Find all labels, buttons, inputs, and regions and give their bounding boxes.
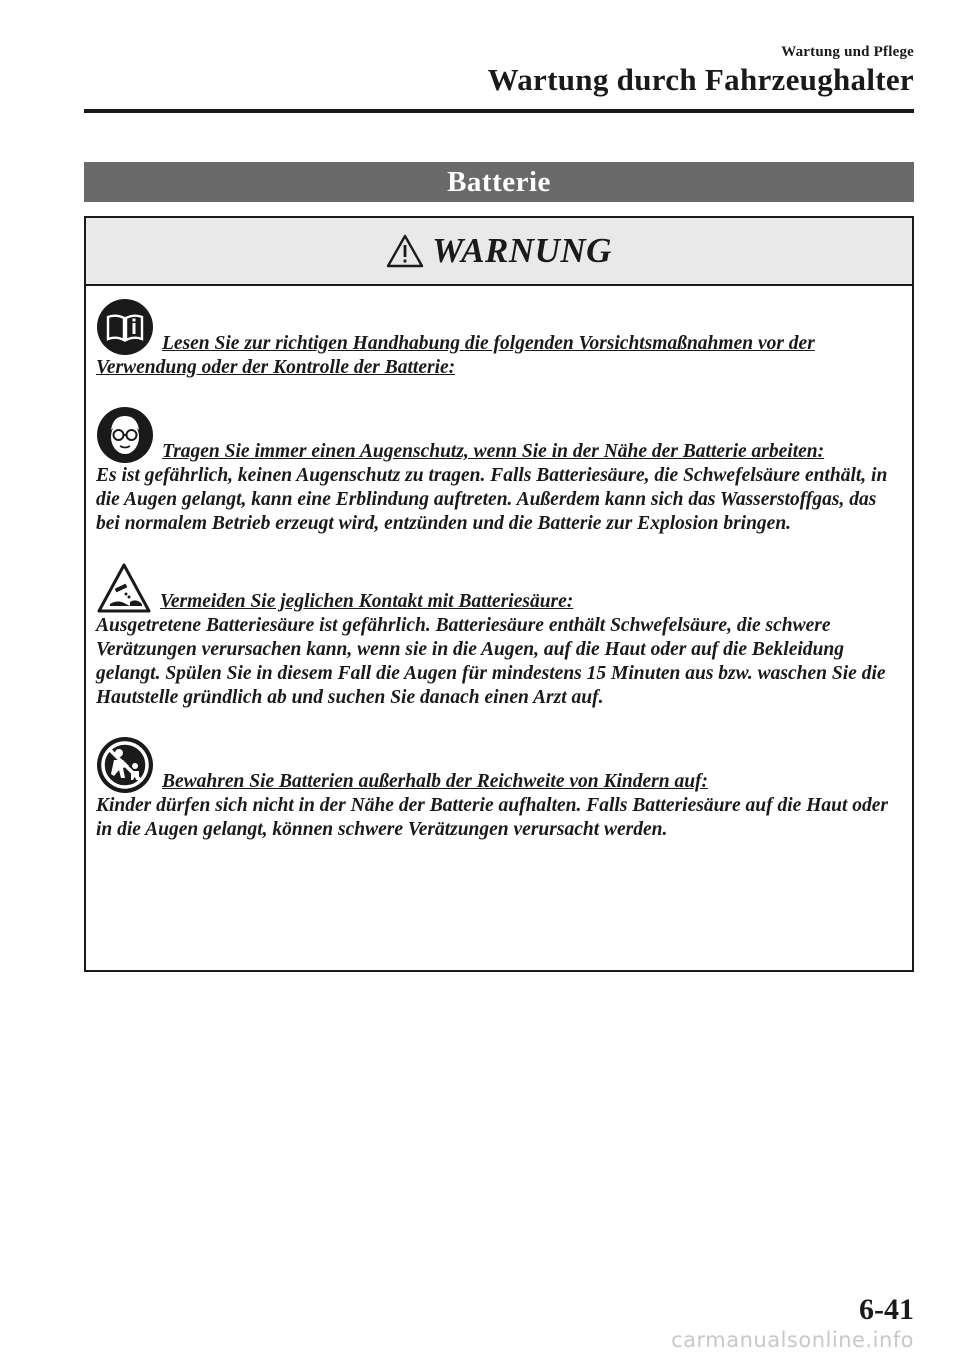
manual-book-icon <box>96 298 154 356</box>
header-rule <box>84 109 914 113</box>
eye-protection-icon <box>96 406 154 464</box>
warning-item-heading: Vermeiden Sie jeglichen Kontakt mit Batteriesäure: <box>96 562 902 614</box>
warning-item-eye-protection <box>96 406 902 536</box>
chapter-title: Wartung und Pflege <box>781 44 914 60</box>
warning-item-text: Es ist gefährlich, keinen Augenschutz zu tragen. Falls Batteriesäure, die Schwefelsäure enthält, in die Augen gelangt, kann eine Erblindung auftreten. Außerdem kann sich das Wasserstoffgas, das bei normalem Betrieb erzeugt wird, entzünden und die Batterie zur Explosion bringen. <box>96 465 888 534</box>
page-number: 6-41 <box>859 1293 914 1326</box>
warning-item-text: Kinder dürfen sich nicht in der Nähe der Batterie aufhalten. Falls Batteriesäure auf die Haut oder in die Augen gelangt, können schwere Verätzungen verursacht werden. <box>96 795 888 840</box>
warning-header <box>86 218 912 286</box>
warning-item-heading: Tragen Sie immer einen Augenschutz, wenn Sie in der Nähe der Batterie arbeiten: <box>96 406 902 464</box>
warning-item-text: Ausgetretene Batteriesäure ist gefährlich. Batteriesäure enthält Schwefelsäure, die schwere Verätzungen verursachen kann, wenn sie in die Augen, auf die Haut oder auf die Bekleidung gelangt. Spülen Sie in diesem Fall die Augen für mindestens 15 Minuten aus bzw. waschen Sie die Hautstelle gründlich ab und suchen Sie danach einen Arzt auf. <box>96 615 886 708</box>
section-title-bar: Batterie <box>84 162 914 202</box>
warning-box <box>84 216 914 972</box>
section-heading: Wartung durch Fahrzeughalter <box>487 62 914 97</box>
keep-away-children-icon <box>96 736 154 794</box>
warning-item-heading: Lesen Sie zur richtigen Handhabung die folgenden Vorsichtsmaßnahmen vor der Verwendung oder der Kontrolle der Batterie: <box>96 298 902 380</box>
warning-body <box>86 286 912 842</box>
acid-hazard-icon <box>96 562 152 614</box>
warning-triangle-icon <box>386 234 424 268</box>
watermark: carmanualsonline.info <box>671 1328 914 1352</box>
warning-item-keep-away-children <box>96 736 902 842</box>
warning-item-acid-contact <box>96 562 902 710</box>
warning-item-heading: Bewahren Sie Batterien außerhalb der Reichweite von Kindern auf: <box>96 736 902 794</box>
warning-item-read-manual <box>96 298 902 380</box>
warning-title: WARNUNG <box>432 231 612 270</box>
